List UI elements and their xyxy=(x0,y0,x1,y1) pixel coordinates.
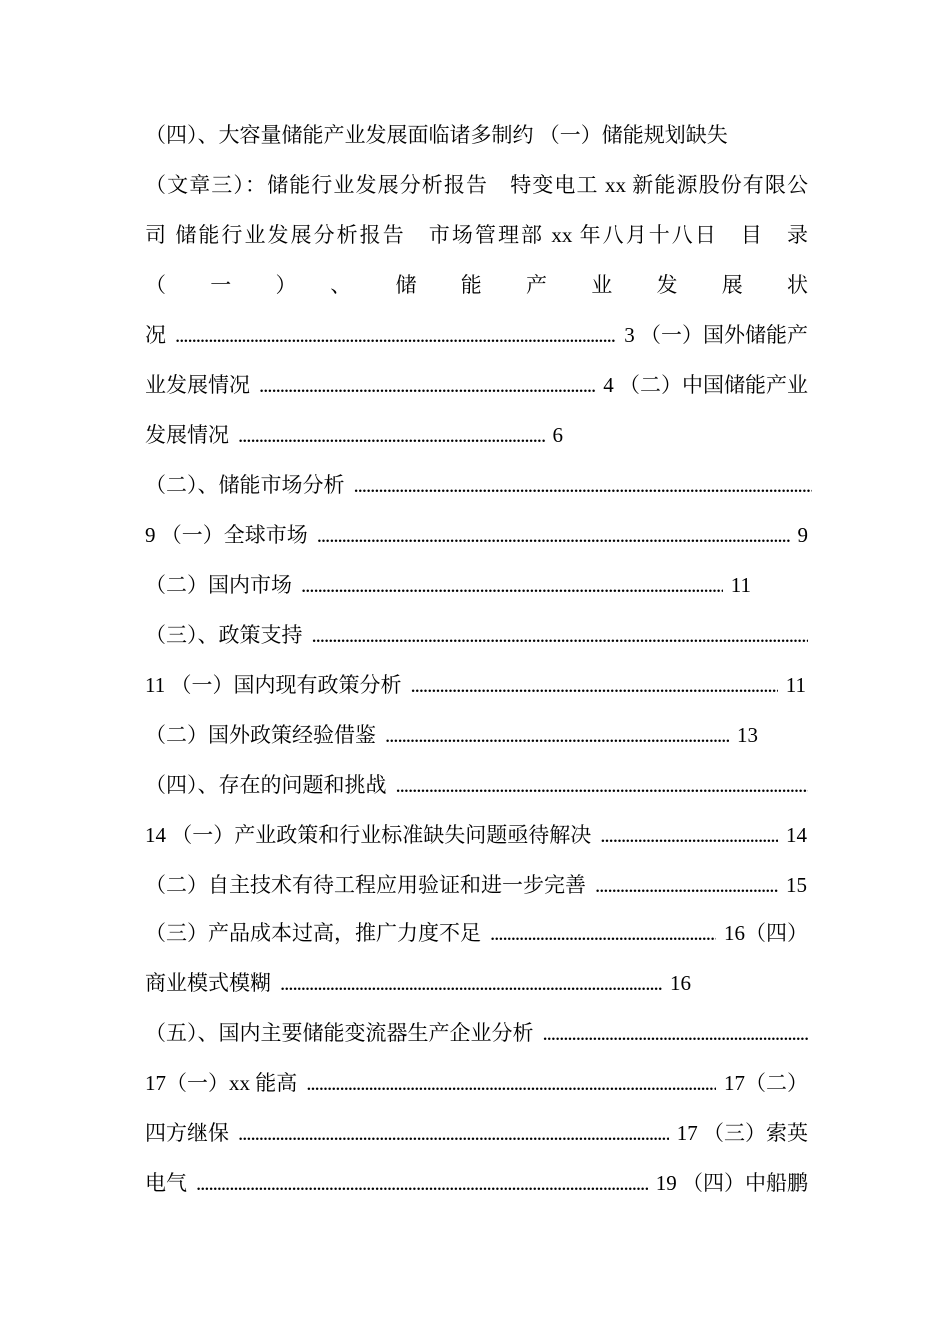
toc-line xyxy=(145,560,751,610)
toc-entry-title: 发展情况 xyxy=(145,423,229,447)
toc-page-number: 11 xyxy=(730,573,751,597)
toc-dot-leader xyxy=(396,760,809,810)
toc-dot-leader xyxy=(238,410,545,460)
paragraph-line: （文章三）：储能行业发展分析报告 特变电工 xx 新能源股份有限公 xyxy=(145,173,808,197)
toc-entry-title: （四）、存在的问题和挑战 xyxy=(145,773,387,797)
toc-line xyxy=(145,1158,808,1208)
toc-line xyxy=(145,310,808,360)
toc-entry-title: 业发展情况 xyxy=(145,373,250,397)
toc-line xyxy=(145,410,563,460)
toc-line xyxy=(145,460,812,510)
toc-page-number: 15 xyxy=(786,873,807,897)
toc-entry-title: 14 （一）产业政策和行业标准缺失问题亟待解决 xyxy=(145,823,592,847)
toc-line xyxy=(145,1008,808,1058)
toc-entry-title: （二）国内市场 xyxy=(145,573,292,597)
toc-line xyxy=(145,710,758,760)
toc-entry-title: 商业模式模糊 xyxy=(145,971,271,995)
toc-dot-leader xyxy=(312,610,809,660)
toc-line xyxy=(145,958,691,1008)
toc-line xyxy=(145,760,808,810)
toc-dot-leader xyxy=(259,360,595,410)
toc-dot-leader xyxy=(280,958,662,1008)
toc-dot-leader xyxy=(490,908,716,958)
toc-page-number: 9 xyxy=(797,523,808,547)
toc-line xyxy=(145,860,807,910)
toc-line xyxy=(145,1058,808,1108)
toc-entry-title: （二）国外政策经验借鉴 xyxy=(145,723,376,747)
toc-dot-leader xyxy=(317,510,790,560)
toc-entry-title: （三）、政策支持 xyxy=(145,623,303,647)
toc-page-number: 16 xyxy=(670,971,691,995)
toc-line xyxy=(145,660,806,710)
toc-entry-title: （五）、国内主要储能变流器生产企业分析 xyxy=(145,1021,534,1045)
toc-dot-leader xyxy=(301,560,723,610)
toc-line xyxy=(145,360,808,410)
toc-page-number: 17（二） xyxy=(724,1071,808,1095)
toc-entry-title: （三）产品成本过高，推广力度不足 xyxy=(145,921,481,945)
paragraph-line: （一）、储能产业发展状 xyxy=(145,273,808,297)
toc-line xyxy=(145,610,808,660)
toc-page-number: 11 xyxy=(785,673,806,697)
toc-dot-leader xyxy=(354,460,813,510)
toc-page-number: 17 （三）索英 xyxy=(676,1121,808,1145)
toc-dot-leader xyxy=(595,860,778,910)
toc-entry-title: 四方继保 xyxy=(145,1121,229,1145)
toc-entry-title: 11 （一）国内现有政策分析 xyxy=(145,673,402,697)
toc-page-number: 14 xyxy=(786,823,807,847)
toc-entry-title: 9 （一）全球市场 xyxy=(145,523,308,547)
toc-page-number: 16（四） xyxy=(724,921,808,945)
toc-entry-title: 电气 xyxy=(145,1171,187,1195)
toc-line xyxy=(145,510,808,560)
toc-dot-leader xyxy=(238,1108,669,1158)
toc-dot-leader xyxy=(600,810,778,860)
toc-dot-leader xyxy=(196,1158,648,1208)
toc-page-number: 3 （一）国外储能产 xyxy=(624,323,808,347)
toc-dot-leader xyxy=(410,660,777,710)
toc-entry-title: （二）、储能市场分析 xyxy=(145,473,345,497)
toc-entry-title: 17（一）xx 能高 xyxy=(145,1071,298,1095)
toc-dot-leader xyxy=(385,710,729,760)
toc-dot-leader xyxy=(175,310,616,360)
toc-page-number: 19 （四）中船鹏 xyxy=(655,1171,808,1195)
section-heading: （四）、大容量储能产业发展面临诸多制约 （一）储能规划缺失 xyxy=(145,123,728,147)
toc-entry-title: 况 xyxy=(145,323,166,347)
toc-line xyxy=(145,1108,808,1158)
toc-line xyxy=(145,810,807,860)
toc-entry-title: （二）自主技术有待工程应用验证和进一步完善 xyxy=(145,873,586,897)
toc-line xyxy=(145,908,808,958)
toc-page-number: 6 xyxy=(552,423,563,447)
toc-page-number: 13 xyxy=(737,723,758,747)
toc-page-number: 4 （二）中国储能产业 xyxy=(603,373,808,397)
toc-dot-leader xyxy=(543,1008,809,1058)
toc-dot-leader xyxy=(306,1058,716,1108)
paragraph-line: 司 储能行业发展分析报告 市场管理部 xx 年八月十八日 目 录 xyxy=(145,223,808,247)
